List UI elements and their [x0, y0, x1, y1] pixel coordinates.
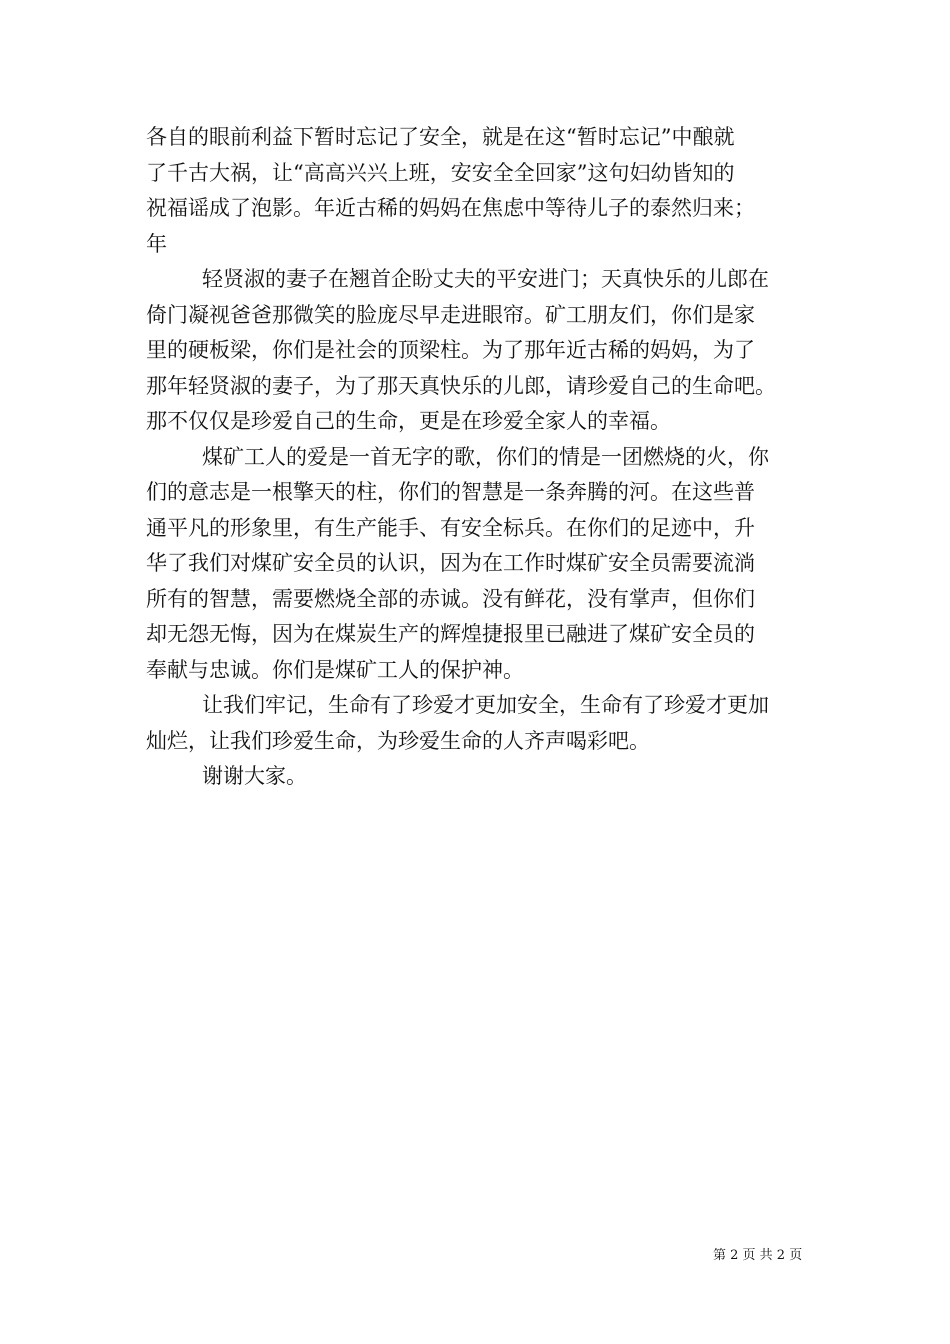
- text-line: 所有的智慧，需要燃烧全部的赤诚。没有鲜花，没有掌声，但你们: [146, 586, 755, 611]
- text-line: 那不仅仅是珍爱自己的生命，更是在珍爱全家人的幸福。: [146, 409, 671, 433]
- text-line: 祝福谣成了泡影。年近古稀的妈妈在焦虑中等待儿子的泰然归来；: [146, 196, 755, 220]
- text-line: 轻贤淑的妻子在翘首企盼丈夫的平安进门；天真快乐的儿郎在: [202, 267, 769, 291]
- text-line: 煤矿工人的爱是一首无字的歌，你们的情是一团燃烧的火，你: [202, 444, 769, 469]
- text-line: 那年轻贤淑的妻子，为了那天真快乐的儿郎，请珍爱自己的生命吧。: [146, 373, 776, 398]
- text-line: 却无怨无悔，因为在煤炭生产的辉煌捷报里已融进了煤矿安全员的: [146, 622, 755, 646]
- text-line: 华了我们对煤矿安全员的认识，因为在工作时煤矿安全员需要流淌: [146, 551, 755, 575]
- text-line: 了千古大祸，让“高高兴兴上班，安安全全回家”这句妇幼皆知的: [146, 160, 735, 185]
- text-line: 奉献与忠诚。你们是煤矿工人的保护神。: [146, 657, 524, 682]
- text-line: 通平凡的形象里，有生产能手、有安全标兵。在你们的足迹中，升: [146, 515, 755, 540]
- text-line: 各自的眼前利益下暂时忘记了安全，就是在这“暂时忘记”中酿就: [146, 125, 735, 149]
- text-line: 谢谢大家。: [202, 764, 307, 788]
- document-body: [146, 120, 818, 795]
- text-line: 让我们牢记，生命有了珍爱才更加安全，生命有了珍爱才更加: [202, 693, 769, 717]
- text-line: 年: [146, 231, 167, 256]
- page-number-footer: 第 2 页 共 2 页: [713, 1248, 803, 1263]
- text-line: 灿烂，让我们珍爱生命，为珍爱生命的人齐声喝彩吧。: [146, 728, 650, 753]
- text-line: 们的意志是一根擎天的柱，你们的智慧是一条奔腾的河。在这些普: [146, 480, 755, 504]
- text-line: 倚门凝视爸爸那微笑的脸庞尽早走进眼帘。矿工朋友们，你们是家: [146, 302, 755, 327]
- text-line: 里的硬板梁，你们是社会的顶梁柱。为了那年近古稀的妈妈，为了: [146, 338, 755, 362]
